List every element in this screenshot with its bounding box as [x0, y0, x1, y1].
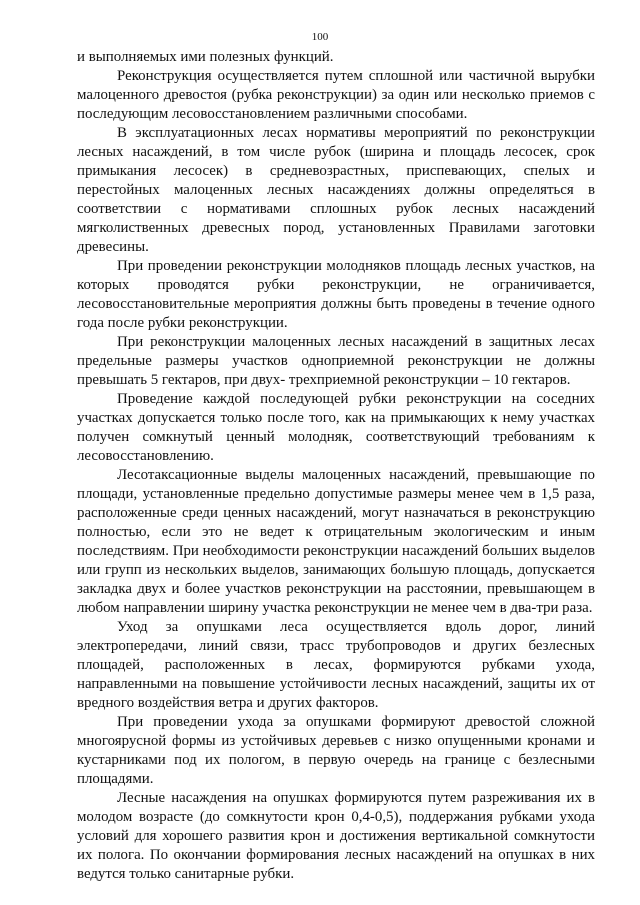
page-number: 100 — [311, 31, 329, 43]
paragraph: Лесные насаждения на опушках формируются путем разреживания их в молодом возрасте (до сомкнутости крон 0,4-0,5), поддержания рубками ухода условий для хорошего развития крон и достижения вертикальной сомкнутости их полога. По окончании формирования лесных насаждений на опушках в них ведутся только санитарные рубки. — [77, 790, 595, 882]
paragraph: При проведении реконструкции молодняков площадь лесных участков, на которых проводятся рубки реконструкции, не ограничивается, лесовосстановительные мероприятия должны быть проведены в течение одного года после рубки реконструкции. — [77, 258, 595, 331]
paragraph: Лесотаксационные выделы малоценных насаждений, превышающие по площади, установленные предельно допустимые размеры менее чем в 1,5 раза, расположенные среди ценных насаждений, могут назначаться в реконструкцию полностью, если это не ведет к отрицательным экологическим и иным последствиям. При необходимости реконструкции насаждений больших выделов или групп из нескольких выделов, занимающих большую площадь, допускается закладка двух и более участков реконструкции на расстоянии, превышающем в любом направлении ширину участка реконструкции не менее чем в два-три раза. — [77, 467, 595, 616]
paragraph: Уход за опушками леса осуществляется вдоль дорог, линий электропередачи, линий связи, трасс трубопроводов и других безлесных площадей, расположенных в лесах, формируются рубками ухода, направленными на повышение устойчивости лесных насаждений, защиты их от вредного воздействия ветра и других факторов. — [77, 619, 595, 711]
paragraph: При проведении ухода за опушками формируют древостой сложной многоярусной формы из устойчивых деревьев с низко опущенными кронами и кустарниками под их пологом, в первую очередь на границе с безлесными площадями. — [77, 714, 595, 787]
paragraph-continuation: и выполняемых ими полезных функций. — [77, 49, 334, 65]
paragraph: При реконструкции малоценных лесных насаждений в защитных лесах предельные размеры участков одноприемной реконструкции не должны превышать 5 гектаров, при двух- трехприемной реконструкции – 10 гектаров. — [77, 334, 595, 388]
document-body — [77, 48, 595, 884]
paragraph: Реконструкция осуществляется путем сплошной или частичной вырубки малоценного древостоя (рубка реконструкции) за один или несколько приемов с последующим лесовосстановлением различными способами. — [77, 68, 595, 122]
paragraph: В эксплуатационных лесах нормативы мероприятий по реконструкции лесных насаждений, в том числе рубок (ширина и площадь лесосек, срок примыкания лесосек) в средневозрастных, приспевающих, спелых и перестойных малоценных лесных насаждениях должны определяться в соответствии с нормативами сплошных рубок лесных насаждений мягколиственных древесных пород, установленных Правилами заготовки древесины. — [77, 125, 595, 255]
paragraph: Проведение каждой последующей рубки реконструкции на соседних участках допускается только после того, как на примыкающих к нему участках получен сомкнутый ценный молодняк, соответствующий требованиям к лесовосстановлению. — [77, 391, 595, 464]
